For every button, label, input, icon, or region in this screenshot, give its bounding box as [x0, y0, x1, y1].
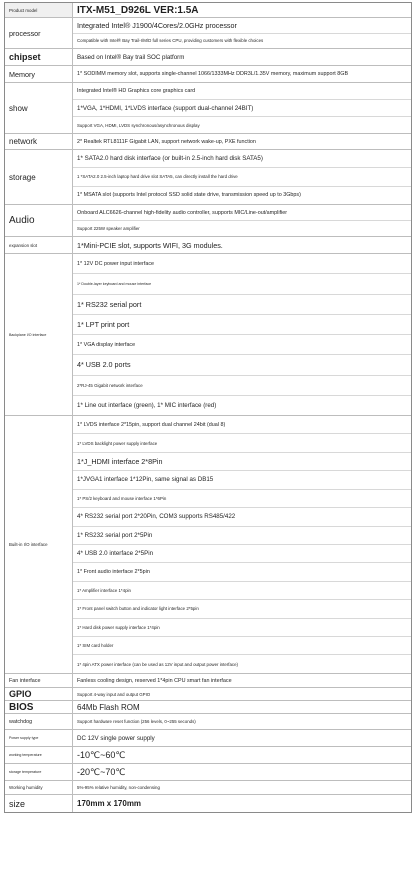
spec-value: 1* VGA display interface: [73, 335, 411, 355]
spec-value: 1* Front audio interface 2*5pin: [73, 563, 411, 581]
spec-value: Support VGA, HDMI, LVDS synchronous/asynchronous display: [77, 122, 200, 128]
spec-values: [73, 18, 411, 48]
spec-value: 1* Amplifier interface 1*4pin: [73, 582, 411, 600]
spec-value: -10℃~60℃: [77, 749, 126, 760]
spec-row: [5, 49, 411, 66]
spec-value: 1* 12V DC power input interface: [73, 254, 411, 274]
spec-values: [73, 416, 411, 673]
spec-row: [5, 764, 411, 781]
spec-value: -20℃~70℃: [77, 766, 126, 777]
spec-value: 1* SATA2.0 hard disk interface (or built-in 2.5-inch hard disk SATA5): [73, 150, 411, 168]
spec-value: Compatible with Intel® Bay Trail-I/M/D full series CPU, providing customers with flexible choices: [77, 38, 264, 44]
spec-value: Support 4-way input and output GPIO: [77, 691, 151, 697]
spec-label: show: [5, 83, 73, 133]
spec-label: BIOS: [5, 701, 73, 713]
spec-label: GPIO: [5, 688, 73, 700]
spec-value: 170mm x 170mm: [77, 799, 142, 808]
spec-row: [5, 781, 411, 795]
spec-label: expansion slot: [5, 237, 73, 253]
spec-label: watchdog: [5, 714, 73, 729]
spec-value: 1* Front panel switch button and indicator light interface 2*5pin: [73, 600, 411, 618]
spec-label: Working humidity: [5, 781, 73, 794]
spec-values: [73, 254, 411, 415]
spec-row: [5, 18, 411, 49]
spec-value: Fanless cooling design, reserved 1*4pin CPU smart fan interface: [77, 677, 232, 684]
spec-row: [5, 3, 411, 18]
spec-table: [4, 2, 412, 813]
spec-values: [73, 714, 411, 729]
spec-label: size: [5, 795, 73, 812]
spec-value: 4* USB 2.0 ports: [73, 355, 411, 375]
spec-value: 1 *SATA2.0 2.5-inch laptop hard drive slot SATA5, can directly install the hard drive: [73, 168, 411, 186]
spec-value: 1* Line out interface (green), 1* MIC interface (red): [77, 401, 217, 409]
spec-values: [73, 747, 411, 763]
spec-value: 1* LPT print port: [73, 315, 411, 335]
spec-value: 1*Mini-PCIE slot, supports WIFI, 3G modules.: [77, 240, 223, 250]
spec-label: Backplane I/O interface: [5, 254, 73, 415]
spec-values: [73, 150, 411, 204]
spec-value: 1* LVDS interface 2*15pin, support dual channel 24bit (dual 8): [73, 416, 411, 434]
spec-value: 4* RS232 serial port 2*20Pin, COM3 supports RS485/422: [73, 508, 411, 526]
spec-label: Fan interface: [5, 674, 73, 687]
spec-row: [5, 674, 411, 688]
spec-value: 1* Double-layer keyboard and mouse interface: [73, 274, 411, 294]
spec-value: 1* RS232 serial port 2*5Pin: [73, 527, 411, 545]
spec-value: 1* LVDS backlight power supply interface: [73, 434, 411, 452]
spec-values: [73, 134, 411, 149]
spec-value: 1* SODIMM memory slot, supports single-channel 1066/1333MHz DDR3L/1.35V memory, maximum support 8GB: [77, 71, 349, 77]
spec-label: Power supply type: [5, 730, 73, 746]
spec-value: DC 12V single power supply: [77, 734, 155, 742]
spec-label: working temperature: [5, 747, 73, 763]
spec-label: chipset: [5, 49, 73, 65]
spec-label: storage temperature: [5, 764, 73, 780]
spec-value: Onboard ALC6626-channel high-fidelity audio controller, supports MIC/Line-out/amplifier: [73, 205, 411, 221]
spec-row: [5, 83, 411, 134]
spec-label: Audio: [5, 205, 73, 236]
spec-row: [5, 730, 411, 747]
spec-value: 1*JVGA1 interface 1*12Pin, same signal as DB15: [73, 471, 411, 489]
spec-label: processor: [5, 18, 73, 48]
spec-value: Support 225W speaker amplifier: [77, 226, 140, 231]
spec-values: [73, 701, 411, 713]
spec-values: [73, 730, 411, 746]
spec-value: 1*J_HDMI interface 2*8Pin: [73, 453, 411, 471]
spec-values: [73, 3, 411, 17]
spec-values: [73, 83, 411, 133]
spec-row: [5, 134, 411, 150]
spec-value: 1* PS/2 keyboard and mouse interface 1*6Pin: [73, 490, 411, 508]
spec-label: network: [5, 134, 73, 149]
spec-row: [5, 795, 411, 812]
spec-value: Integrated Intel® J1900/4Cores/2.0GHz processor: [73, 18, 411, 34]
spec-row: [5, 150, 411, 205]
spec-value: 4* USB 2.0 interface 2*5Pin: [73, 545, 411, 563]
spec-value: 5%-95% relative humidity, non-condensing: [77, 785, 160, 790]
spec-value: Support hardware reset function (256 levels, 0~255 seconds): [77, 719, 196, 724]
spec-values: [73, 49, 411, 65]
spec-values: [73, 764, 411, 780]
spec-row: [5, 747, 411, 764]
spec-row: [5, 714, 411, 730]
spec-row: [5, 237, 411, 254]
spec-value: 64Mb Flash ROM: [77, 702, 140, 712]
spec-value: 1* 4pin ATX power interface (can be used as 12V input and output power interface): [77, 661, 239, 667]
spec-label: Built-in I/O interface: [5, 416, 73, 673]
spec-value: Integrated Intel® HD Graphics core graphics card: [73, 83, 411, 100]
spec-values: [73, 205, 411, 236]
spec-label: Memory: [5, 66, 73, 82]
spec-value: 1* RS232 serial port: [73, 295, 411, 315]
spec-value: 2*RJ-45 Gigabit network interface: [73, 376, 411, 396]
spec-row: [5, 66, 411, 83]
spec-value: 2* Realtek RTL8111F Gigabit LAN, support network wake-up, PXE function: [77, 138, 256, 145]
spec-value: ITX-M51_D926L VER:1.5A: [77, 4, 199, 16]
spec-value: 1* SIM card holder: [73, 637, 411, 655]
spec-row: [5, 205, 411, 237]
spec-values: [73, 781, 411, 794]
spec-row: [5, 254, 411, 416]
spec-label: Product model: [5, 3, 73, 17]
spec-row: [5, 688, 411, 701]
spec-value: 1*VGA, 1*HDMI, 1*LVDS interface (support dual-channel 24BIT): [73, 100, 411, 117]
spec-value: 1* MSATA slot (supports Intel protocol SSD solid state drive, transmission speed up to 3Gbps): [77, 192, 301, 199]
spec-row: [5, 416, 411, 674]
spec-label: storage: [5, 150, 73, 204]
spec-value: 1* Hard disk power supply interface 1*4pin: [73, 619, 411, 637]
spec-value: Based on Intel® Bay trail SOC platform: [77, 53, 185, 61]
spec-values: [73, 795, 411, 812]
spec-values: [73, 66, 411, 82]
spec-values: [73, 688, 411, 700]
spec-values: [73, 674, 411, 687]
spec-values: [73, 237, 411, 253]
spec-row: [5, 701, 411, 714]
